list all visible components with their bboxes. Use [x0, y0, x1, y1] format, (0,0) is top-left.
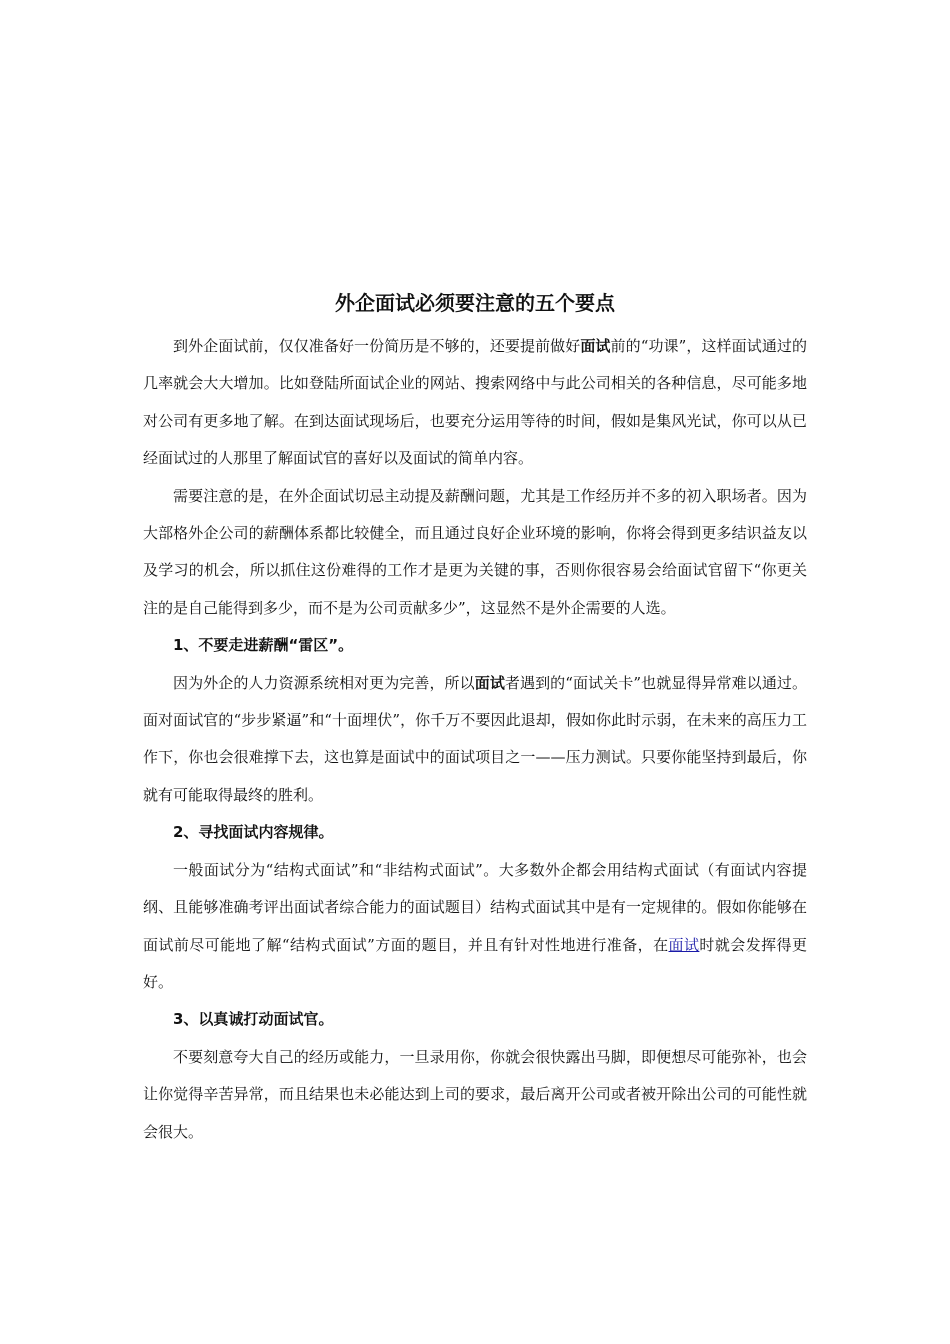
salary-warning-paragraph: 需要注意的是，在外企面试切忌主动提及薪酬问题，尤其是工作经历并不多的初入职场者。因为大部格外企公司的薪酬体系都比较健全，而且通过良好企业环境的影响，你将会得到更多结识益友以及学习的机会，所以抓住这份难得的工作才是更为关键的事，否则你很容易会给面试官留下“你更关注的是自己能得到多少，而不是为公司贡献多少”，这显然不是外企需要的人选。 [143, 486, 807, 617]
section-3-paragraph: 不要刻意夸大自己的经历或能力，一旦录用你，你就会很快露出马脚，即便想尽可能弥补，也会让你觉得辛苦异常，而且结果也未必能达到上司的要求，最后离开公司或者被开除出公司的可能性就会很大。 [143, 1047, 807, 1141]
section-3-heading: 3、以真诚打动面试官。 [173, 1010, 334, 1029]
intro-text-before: 到外企面试前，仅仅准备好一份简历是不够的，还要提前做好 [173, 337, 581, 355]
intro-bold-keyword: 面试 [580, 337, 611, 355]
section-1-paragraph [143, 665, 807, 815]
section-1-bold-keyword: 面试 [474, 673, 505, 692]
section-2-paragraph [143, 852, 807, 1002]
section-1-text-after: 者遇到的“面试关卡”也就显得异常难以通过。面对面试官的“步步紧逼”和“十面埋伏”，你千万不要因此退却，假如你此时示弱，在未来的高压力工作下，你也会很难撑下去，这也算是面试中的面试项目之一——压力测试。只要你能坚持到最后，你就有可能取得最终的胜利。 [143, 673, 807, 804]
intro-text-after: 前的“功课”，这样面试通过的几率就会大大增加。比如登陆所面试企业的网站、搜索网络中与此公司相关的各种信息，尽可能多地对公司有更多地了解。在到达面试现场后，也要充分运用等待的时间，假如是集风光试，你可以从已经面试过的人那里了解面试官的喜好以及面试的简单内容。 [143, 337, 807, 468]
intro-paragraph [143, 328, 807, 478]
section-2-text-before: 一般面试分为“结构式面试”和“非结构式面试”。大多数外企都会用结构式面试（有面试内容提纲、且能够准确考评出面试者综合能力的面试题目）结构式面试其中是有一定规律的。假如你能够在面试前尽可能地了解“结构式面试”方面的题目，并且有针对性地进行准备，在 [143, 860, 807, 954]
document-body [143, 328, 807, 1151]
section-2-heading: 2、寻找面试内容规律。 [173, 823, 334, 842]
document-title: 外企面试必须要注意的五个要点 [335, 291, 615, 315]
section-1-text-before: 因为外企的人力资源系统相对更为完善，所以 [173, 673, 475, 692]
interview-link[interactable]: 面试 [668, 935, 700, 954]
section-2-text-after: 时就会发挥得更好。 [143, 935, 807, 991]
section-1-heading: 1、不要走进薪酬“雷区”。 [173, 636, 354, 655]
